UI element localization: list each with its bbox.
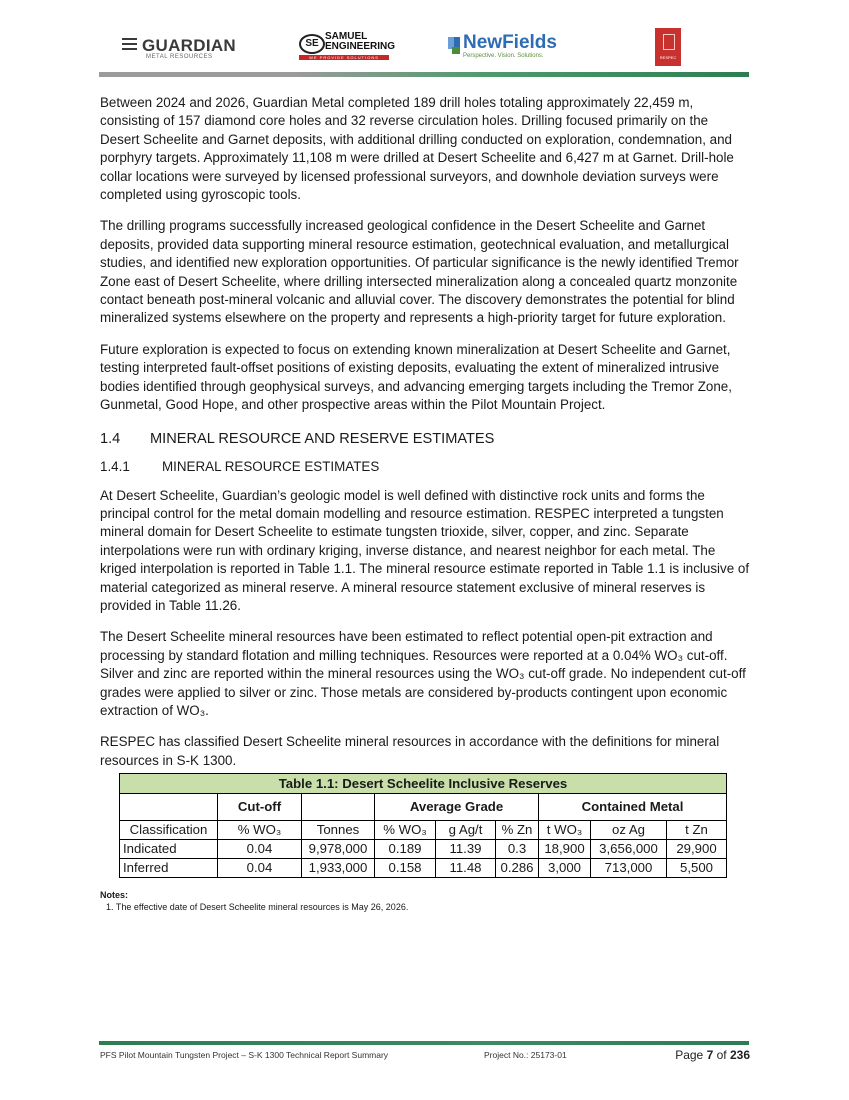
table-cell: 0.04: [218, 859, 302, 878]
paragraph-cutoff: The Desert Scheelite mineral resources have been estimated to reflect potential open-pit extraction and processing by standard flotation and milling techniques. Resources were reported at a 0.04% WO₃ cut-off. Silver and zinc are reported within the mineral resources using the WO₃ cut-off grade. No independent cut-off grades were applied to silver or zinc. Those metals are considered by-products contingent upon economic extraction of WO₃.: [100, 629, 746, 718]
paragraph-future-exploration: Future exploration is expected to focus on extending known mineralization at Desert Scheelite and Garnet, testing interpreted fault-offset positions of existing deposits, evaluating the extent of mineralized intrusive bodies identified through geophysical surveys, and advancing emerging targets including the Tremor Zone, Gunmetal, Good Hope, and other prospective areas within the Pilot Mountain Project.: [100, 341, 732, 413]
table-cell: Indicated: [120, 840, 218, 859]
table-cell: 1,933,000: [302, 859, 375, 878]
subsection-title: MINERAL RESOURCE ESTIMATES: [162, 458, 380, 474]
table-cell: 0.3: [496, 840, 539, 859]
table-cell: 11.39: [436, 840, 496, 859]
samuel-name-line2: ENGINEERING: [325, 41, 396, 52]
subsection-number: 1.4.1: [100, 458, 130, 474]
samuel-name-line1: SAMUEL: [325, 31, 368, 42]
table-notes: [100, 889, 750, 913]
respec-logo: [655, 28, 681, 66]
table-column-header-cell: t WO₃: [539, 821, 591, 840]
paragraph-drilling-summary: Between 2024 and 2026, Guardian Metal completed 189 drill holes totaling approximately 22,459 m, consisting of 157 diamond core holes and 32 reverse circulation holes. Drilling focused primarily on the Desert Scheelite and Garnet deposits, with additional drilling conducted on exploration, condemnation, and porphyry targets. Approximately 11,108 m were drilled at Desert Scheelite and 6,427 m at Garnet. Drill-hole collar locations were surveyed by licensed professional surveyors, and downhole deviation surveys were completed using gyroscopic tools.: [100, 95, 734, 203]
table-cell: 29,900: [667, 840, 727, 859]
guardian-bars-icon: [122, 38, 137, 50]
table-column-header-cell: oz Ag: [591, 821, 667, 840]
table-column-header-cell: t Zn: [667, 821, 727, 840]
table-cell: 9,978,000: [302, 840, 375, 859]
newfields-name: NewFields: [463, 32, 557, 53]
table-cell: 5,500: [667, 859, 727, 878]
table-group-metal: Contained Metal: [539, 794, 727, 821]
table-group-header: [120, 794, 727, 821]
newfields-square-accent: [452, 47, 460, 54]
table-group-cutoff: Cut-off: [218, 794, 302, 821]
samuel-badge-icon: SE: [299, 34, 325, 54]
page-prefix: Page: [675, 1048, 704, 1062]
paragraph-geologic-model: At Desert Scheelite, Guardian’s geologic model is well defined with distinctive rock units and forms the principal control for the metal domain modelling and resource estimation. RESPEC interpreted a tungsten mineral domain for Desert Scheelite to estimate tungsten trioxide, silver, copper, and zinc. Separate interpolations were run with ordinary kriging, inverse distance, and nearest neighbor for each metal. The kriged interpolation is reported in Table 1.1. The mineral resource estimate reported in Table 1.1 is inclusive of material categorized as mineral reserve. A mineral resource statement exclusive of mineral reserves is provided in Table 11.26.: [100, 487, 750, 613]
paragraph-drilling-results: The drilling programs successfully increased geological confidence in the Desert Scheelite and Garnet deposits, provided data supporting mineral resource estimation, geotechnical evaluation, and metallurgical studies, and identified new exploration opportunities. Of particular significance is the newly identified Tremor Zone east of Desert Scheelite, where drilling intersected mineralization along a concealed quartz monzonite contact beneath post-mineral volcanic and alluvial cover. The discovery demonstrates the potential for blind mineralized systems elsewhere on the property and represents a high-priority target for future exploration.: [100, 218, 739, 326]
table-column-header: [120, 821, 727, 840]
paragraph-classification: RESPEC has classified Desert Scheelite mineral resources in accordance with the definitions for mineral resources in S-K 1300.: [100, 734, 720, 768]
table-cell: 0.189: [375, 840, 436, 859]
page-total: 236: [729, 1048, 750, 1062]
table-column-header-cell: % WO₃: [375, 821, 436, 840]
page-content: [100, 94, 750, 913]
table-group-grade: Average Grade: [375, 794, 539, 821]
table-column-header-cell: % WO₃: [218, 821, 302, 840]
table-column-header-cell: Tonnes: [302, 821, 375, 840]
footer-page-number: [675, 1048, 750, 1062]
table-cell: 0.04: [218, 840, 302, 859]
table-group-blank: [120, 794, 218, 821]
table-cell: Inferred: [120, 859, 218, 878]
table-title: Table 1.1: Desert Scheelite Inclusive Reserves: [120, 774, 727, 794]
page-header: [100, 28, 750, 70]
respec-name: RESPEC: [659, 55, 677, 60]
samuel-tagline: WE PROVIDE SOLUTIONS: [299, 55, 389, 60]
table-cell: 18,900: [539, 840, 591, 859]
table-column-header-cell: % Zn: [496, 821, 539, 840]
guardian-logo-subtitle: METAL RESOURCES: [146, 54, 213, 60]
table-cell: 11.48: [436, 859, 496, 878]
note-item: 1. The effective date of Desert Scheelite mineral resources is May 26, 2026.: [106, 902, 409, 913]
section-title: MINERAL RESOURCE AND RESERVE ESTIMATES: [150, 430, 495, 447]
table-group-blank: [302, 794, 375, 821]
notes-label: Notes:: [100, 890, 129, 901]
page-current: 7: [706, 1048, 714, 1062]
page-of: of: [716, 1048, 727, 1062]
footer-report-title: PFS Pilot Mountain Tungsten Project – S-K 1300 Technical Report Summary: [100, 1050, 389, 1060]
page-footer: [100, 1048, 750, 1064]
table-cell: 713,000: [591, 859, 667, 878]
table-cell: 3,000: [539, 859, 591, 878]
table-row: [120, 859, 727, 878]
section-number: 1.4: [100, 430, 121, 447]
guardian-logo: [122, 36, 236, 60]
guardian-logo-name: GUARDIAN: [142, 36, 237, 55]
footer-divider: [99, 1041, 749, 1045]
subsection-heading-1-4-1: [100, 459, 750, 474]
header-divider: [99, 72, 749, 77]
table-row: [120, 840, 727, 859]
footer-project-number: Project No.: 25173-01: [484, 1050, 567, 1060]
table-cell: 3,656,000: [591, 840, 667, 859]
table-column-header-cell: g Ag/t: [436, 821, 496, 840]
newfields-tagline: Perspective. Vision. Solutions.: [463, 53, 544, 59]
section-heading-1-4: [100, 431, 750, 447]
table-cell: 0.286: [496, 859, 539, 878]
table-column-header-cell: Classification: [120, 821, 218, 840]
respec-building-icon: [663, 34, 675, 50]
table-cell: 0.158: [375, 859, 436, 878]
resource-table: [119, 773, 727, 878]
